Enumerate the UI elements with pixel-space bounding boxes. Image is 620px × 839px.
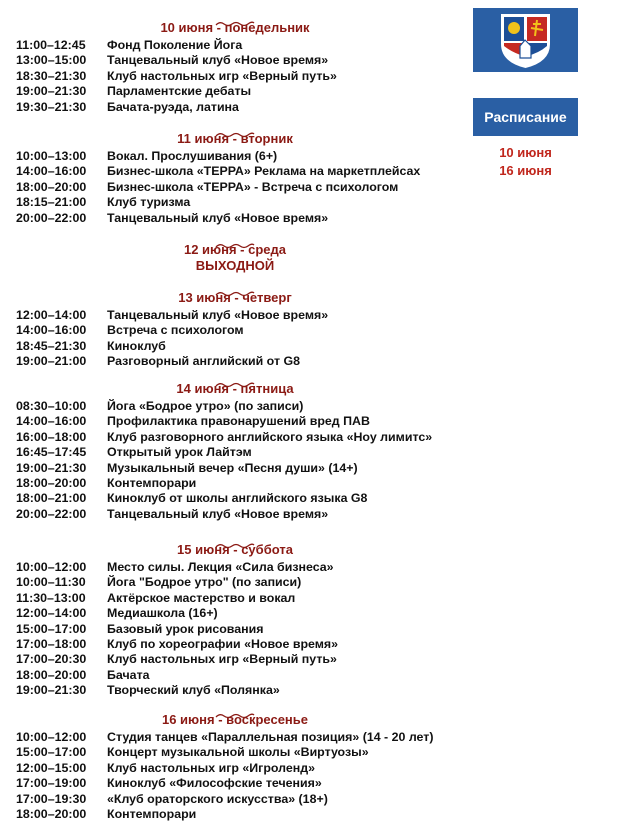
event-time: 19:00–21:30 <box>16 460 87 475</box>
event-time: 12:00–14:00 <box>16 308 87 322</box>
event-time: 14:00–16:00 <box>16 164 87 179</box>
sidebar <box>473 8 578 180</box>
event-title: Бачата <box>107 667 150 682</box>
date-from: 10 июня <box>499 145 552 160</box>
event-row <box>0 195 470 210</box>
event-row <box>0 745 470 760</box>
event-row <box>0 149 470 164</box>
event-title: Творческий клуб «Полянка» <box>107 683 280 698</box>
event-row <box>0 776 470 791</box>
event-row <box>0 38 470 53</box>
event-row <box>0 354 470 369</box>
event-title: Базовый урок рисования <box>107 621 264 636</box>
event-time: 16:45–17:45 <box>16 445 87 460</box>
event-row <box>0 445 470 460</box>
day-header <box>0 706 470 728</box>
event-title: Фонд Поколение Йога <box>107 38 243 52</box>
event-row <box>0 430 470 445</box>
event-row <box>0 399 470 414</box>
event-list <box>0 730 470 822</box>
event-row <box>0 683 470 698</box>
event-title: Танцевальный клуб «Новое время» <box>107 210 329 225</box>
date-to: 16 июня <box>499 163 552 178</box>
event-row <box>0 308 470 323</box>
event-time: 17:00–19:30 <box>16 791 87 806</box>
day-title: 16 июня - воскресенье <box>161 712 308 727</box>
event-row <box>0 761 470 776</box>
event-time: 20:00–22:00 <box>16 506 87 521</box>
event-title: Танцевальный клуб «Новое время» <box>107 506 329 521</box>
day-section <box>0 706 470 822</box>
event-title: Концерт музыкальной школы «Виртуозы» <box>107 745 369 760</box>
event-time: 11:00–12:45 <box>16 38 86 52</box>
event-row <box>0 339 470 354</box>
event-title: Клуб настольных игр «Игроленд» <box>107 760 315 775</box>
event-title: Контемпорари <box>107 806 197 821</box>
event-row <box>0 575 470 590</box>
event-list <box>0 149 470 226</box>
event-title: Клуб настольных игр «Верный путь» <box>107 68 337 83</box>
event-time: 12:00–15:00 <box>16 760 87 775</box>
event-title: Бизнес-школа «ТЕРРА» Реклама на маркетплейсах <box>107 164 421 179</box>
event-row <box>0 461 470 476</box>
day-header <box>0 536 470 558</box>
event-time: 18:30–21:30 <box>16 68 87 83</box>
event-row <box>0 180 470 195</box>
event-row <box>0 84 470 99</box>
event-title: «Клуб ораторского искусства» (18+) <box>107 791 328 806</box>
day-section <box>0 125 470 226</box>
day-section <box>0 375 470 522</box>
event-row <box>0 606 470 621</box>
event-time: 18:00–20:00 <box>16 667 87 682</box>
event-title: Клуб разговорного английского языка «Ноу лимитс» <box>107 429 433 444</box>
event-row <box>0 622 470 637</box>
event-row <box>0 323 470 338</box>
event-title: Встреча с психологом <box>107 323 244 338</box>
event-time: 18:00–20:00 <box>16 475 87 490</box>
event-row <box>0 476 470 491</box>
event-row <box>0 807 470 822</box>
event-title: Место силы. Лекция «Сила бизнеса» <box>107 560 334 574</box>
event-time: 19:00–21:30 <box>16 683 87 698</box>
event-row <box>0 792 470 807</box>
event-row <box>0 637 470 652</box>
event-row <box>0 69 470 84</box>
wave-ornament-icon <box>215 536 255 554</box>
event-title: Контемпорари <box>107 475 197 490</box>
event-title: Танцевальный клуб «Новое время» <box>107 308 329 322</box>
event-row <box>0 164 470 179</box>
event-title: Клуб по хореографии «Новое время» <box>107 636 339 651</box>
event-time: 18:00–21:00 <box>16 491 87 506</box>
event-row <box>0 730 470 745</box>
event-time: 18:00–20:00 <box>16 179 87 194</box>
event-title: Разговорный английский от G8 <box>107 354 300 369</box>
event-title: Студия танцев «Параллельная позиция» (14 - 20 лет) <box>107 730 434 744</box>
event-time: 10:00–11:30 <box>16 575 86 590</box>
event-time: 19:30–21:30 <box>16 99 87 114</box>
day-section <box>0 236 470 274</box>
day-header <box>0 236 470 274</box>
event-list <box>0 560 470 699</box>
event-row <box>0 414 470 429</box>
event-time: 20:00–22:00 <box>16 210 87 225</box>
wave-ornament-icon <box>215 14 255 32</box>
day-header <box>0 375 470 397</box>
event-title: Йога «Бодрое утро» (по записи) <box>107 399 304 413</box>
schedule-banner: Расписание <box>473 98 578 136</box>
event-time: 16:00–18:00 <box>16 429 87 444</box>
day-section <box>0 284 470 370</box>
event-time: 10:00–12:00 <box>16 730 87 744</box>
event-time: 08:30–10:00 <box>16 399 87 413</box>
day-title: 11 июня - вторник <box>177 131 293 146</box>
event-list <box>0 308 470 370</box>
event-time: 18:00–20:00 <box>16 806 87 821</box>
event-title: Бачата-руэда, латина <box>107 99 239 114</box>
event-title: Профилактика правонарушений вред ПАВ <box>107 414 370 429</box>
event-time: 14:00–16:00 <box>16 414 87 429</box>
event-time: 18:15–21:00 <box>16 195 87 210</box>
event-title: Клуб туризма <box>107 195 191 210</box>
day-closed-note: ВЫХОДНОЙ <box>195 258 275 273</box>
day-title: 12 июня - среда <box>183 242 287 257</box>
event-title: Киноклуб <box>107 338 166 353</box>
event-time: 13:00–15:00 <box>16 53 87 68</box>
event-time: 11:30–13:00 <box>16 590 86 605</box>
event-row <box>0 211 470 226</box>
event-title: Йога "Бодрое утро" (по записи) <box>107 575 302 590</box>
event-time: 12:00–14:00 <box>16 606 87 621</box>
city-emblem-logo <box>473 8 578 72</box>
event-title: Музыкальный вечер «Песня души» (14+) <box>107 460 358 475</box>
event-row <box>0 668 470 683</box>
wave-ornament-icon <box>215 236 255 254</box>
event-time: 17:00–18:00 <box>16 636 87 651</box>
event-list <box>0 399 470 522</box>
wave-ornament-icon <box>215 284 255 302</box>
day-title: 10 июня - понедельник <box>160 20 310 35</box>
event-row <box>0 507 470 522</box>
event-title: Медиашкола (16+) <box>107 606 218 621</box>
event-time: 15:00–17:00 <box>16 621 87 636</box>
day-section <box>0 14 470 115</box>
event-title: Киноклуб от школы английского языка G8 <box>107 491 368 506</box>
event-row <box>0 100 470 115</box>
event-title: Киноклуб «Философские течения» <box>107 776 322 791</box>
day-header <box>0 14 470 36</box>
event-row <box>0 591 470 606</box>
day-title: 15 июня - суббота <box>177 542 293 557</box>
event-row <box>0 53 470 68</box>
event-time: 19:00–21:00 <box>16 354 87 369</box>
event-row <box>0 491 470 506</box>
event-title: Бизнес-школа «ТЕРРА» - Встреча с психологом <box>107 179 399 194</box>
event-title: Парламентские дебаты <box>107 84 252 99</box>
day-section <box>0 536 470 699</box>
event-title: Танцевальный клуб «Новое время» <box>107 53 329 68</box>
event-time: 17:00–20:30 <box>16 652 87 667</box>
event-title: Открытый урок Лайтэм <box>107 445 252 460</box>
event-title: Вокал. Прослушивания (6+) <box>107 149 278 163</box>
wave-ornament-icon <box>215 706 255 724</box>
event-title: Клуб настольных игр «Верный путь» <box>107 652 337 667</box>
event-row <box>0 560 470 575</box>
event-time: 18:45–21:30 <box>16 338 87 353</box>
event-row <box>0 652 470 667</box>
wave-ornament-icon <box>215 125 255 143</box>
day-title: 13 июня - четверг <box>178 290 292 305</box>
event-time: 19:00–21:30 <box>16 84 87 99</box>
event-time: 17:00–19:00 <box>16 776 87 791</box>
day-header <box>0 125 470 147</box>
day-title: 14 июня - пятница <box>176 381 294 396</box>
date-range <box>473 144 578 180</box>
event-title: Актёрское мастерство и вокал <box>107 590 296 605</box>
wave-ornament-icon <box>215 375 255 393</box>
event-time: 10:00–13:00 <box>16 149 87 163</box>
event-time: 10:00–12:00 <box>16 560 87 574</box>
event-time: 14:00–16:00 <box>16 323 87 338</box>
event-time: 15:00–17:00 <box>16 745 87 760</box>
day-header <box>0 284 470 306</box>
event-list <box>0 38 470 115</box>
